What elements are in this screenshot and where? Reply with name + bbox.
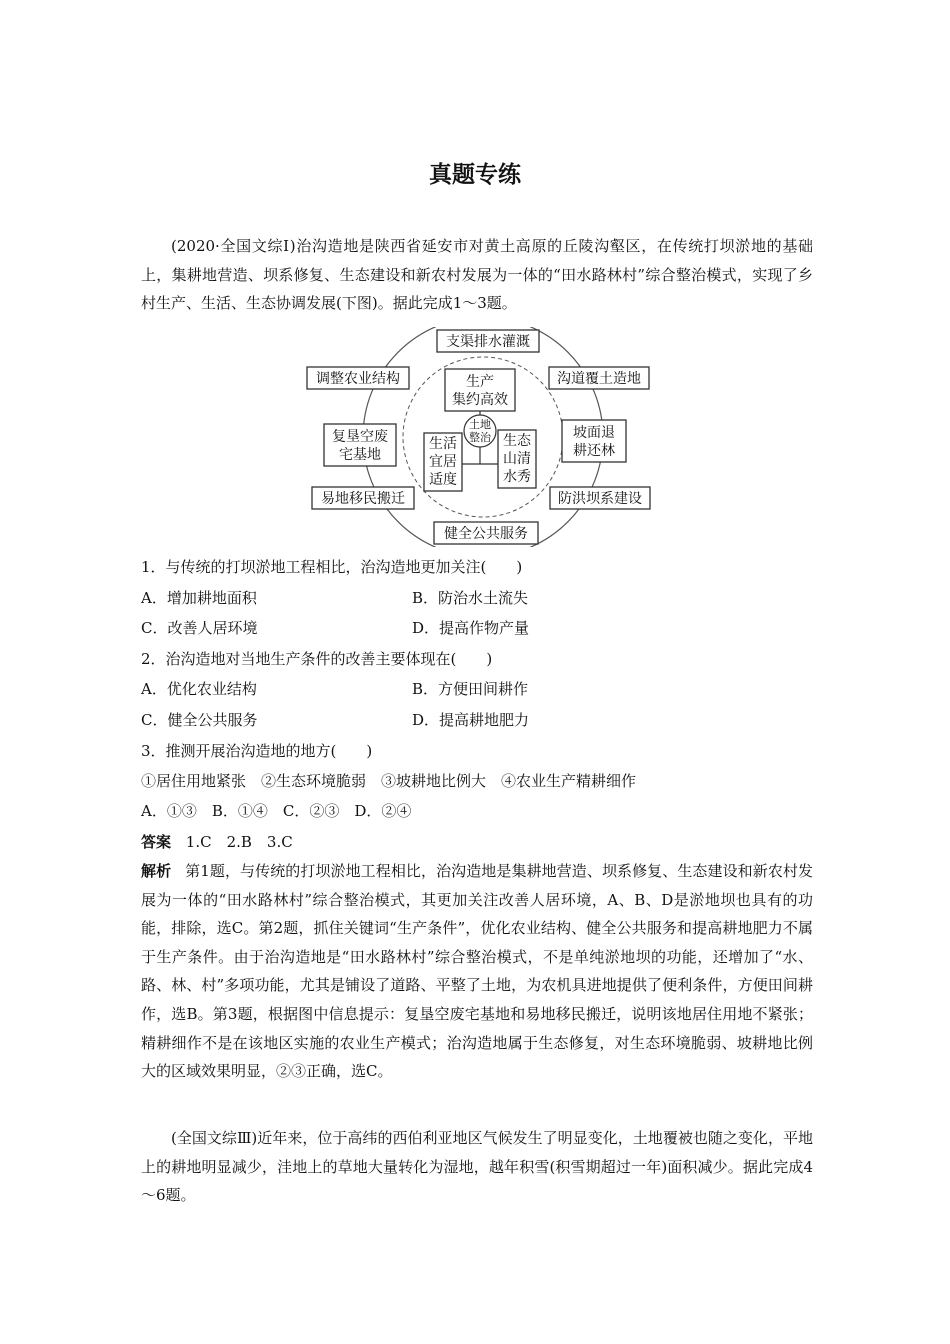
label-ecology-line3: 水秀 xyxy=(503,469,531,485)
question-3-options: A．①③ B．①④ C．②③ D．②④ xyxy=(141,802,412,820)
label-production-line2: 集约高效 xyxy=(452,392,508,408)
label-adjust-agriculture: 调整农业结构 xyxy=(316,371,400,387)
analysis-paragraph xyxy=(141,857,813,1086)
label-slope-forest-line2: 耕还林 xyxy=(573,443,615,459)
question-1-option-c: C．改善人居环境 xyxy=(141,619,258,637)
label-ecology-line2: 山清 xyxy=(503,451,531,467)
answer-label: 答案 xyxy=(141,833,172,851)
question-2-stem: 2．治沟造地对当地生产条件的改善主要体现在( ) xyxy=(141,650,493,668)
analysis-label: 解析 xyxy=(141,862,172,880)
label-public-services: 健全公共服务 xyxy=(444,526,528,542)
answer-line xyxy=(141,831,293,852)
page-title: 真题专练 xyxy=(429,162,521,188)
intro-paragraph-1: (2020·全国文综Ⅰ)治沟造地是陕西省延安市对黄土高原的丘陵沟壑区，在传统打坝淤地的基础上，集耕地营造、坝系修复、生态建设和新农村发展为一体的“田水路林村”综合整治模式，实现了乡村生产、生活、生态协调发展(下图)。据此完成1～3题。 xyxy=(141,237,813,313)
label-flood-dam-system: 防洪坝系建设 xyxy=(558,491,642,507)
label-branch-canal-irrigation: 支渠排水灌溉 xyxy=(446,334,530,350)
label-living-line2: 宜居 xyxy=(429,454,457,470)
label-center-line2: 整治 xyxy=(469,431,491,444)
label-production-line1: 生产 xyxy=(466,374,494,390)
label-ecology-line1: 生态 xyxy=(503,433,531,449)
label-living-line3: 适度 xyxy=(429,472,457,488)
label-reclaim-homestead-line2: 宅基地 xyxy=(339,447,381,463)
label-slope-forest-line1: 坡面退 xyxy=(573,425,615,441)
question-3-stem: 3．推测开展治沟造地的地方( ) xyxy=(141,742,373,760)
question-1-option-b: B．防治水土流失 xyxy=(412,589,529,607)
land-consolidation-diagram xyxy=(298,327,668,547)
answer-text: 1.C 2.B 3.C xyxy=(185,833,293,851)
question-2-option-b: B．方便田间耕作 xyxy=(412,680,529,698)
question-2-option-d: D．提高耕地肥力 xyxy=(412,711,530,729)
question-2-option-c: C．健全公共服务 xyxy=(141,711,258,729)
intro-paragraph-2: (全国文综Ⅲ)近年来，位于高纬的西伯利亚地区气候发生了明显变化，土地覆被也随之变化，平地上的耕地明显减少，洼地上的草地大量转化为湿地，越年积雪(积雪期超过一年)面积减少。据此完成4～6题。 xyxy=(141,1129,813,1205)
label-relocation: 易地移民搬迁 xyxy=(321,491,405,507)
label-reclaim-homestead-line1: 复垦空废 xyxy=(332,429,388,445)
label-living-line1: 生活 xyxy=(429,436,457,452)
label-gully-land-creation: 沟道覆土造地 xyxy=(557,371,641,387)
question-1-option-a: A．增加耕地面积 xyxy=(141,589,257,607)
question-3-items: ①居住用地紧张 ②生态环境脆弱 ③坡耕地比例大 ④农业生产精耕细作 xyxy=(141,772,637,790)
question-1-option-d: D．提高作物产量 xyxy=(412,619,530,637)
question-1-stem: 1．与传统的打坝淤地工程相比，治沟造地更加关注( ) xyxy=(141,558,523,576)
question-2-option-a: A．优化农业结构 xyxy=(141,680,257,698)
label-center-line1: 土地 xyxy=(469,418,491,431)
analysis-text: 第1题，与传统的打坝淤地工程相比，治沟造地是集耕地营造、坝系修复、生态建设和新农村发展为一体的“田水路林村”综合整治模式，其更加关注改善人居环境，A、B、D是淤地坝也具有的功能，排除，选C。第2题，抓住关键词“生产条件”，优化农业结构、健全公共服务和提高耕地肥力不属于生产条件。由于治沟造地是“田水路林村”综合整治模式，不是单纯淤地坝的功能，还增加了“水、路、林、村”多项功能，尤其是铺设了道路、平整了土地，为农机具进地提供了便利条件，方便田间耕作，选B。第3题，根据图中信息提示：复垦空废宅基地和易地移民搬迁，说明该地居住用地不紧张；精耕细作不是在该地区实施的农业生产模式；治沟造地属于生态修复，对生态环境脆弱、坡耕地比例大的区域效果明显，②③正确，选C。 xyxy=(141,862,813,1081)
